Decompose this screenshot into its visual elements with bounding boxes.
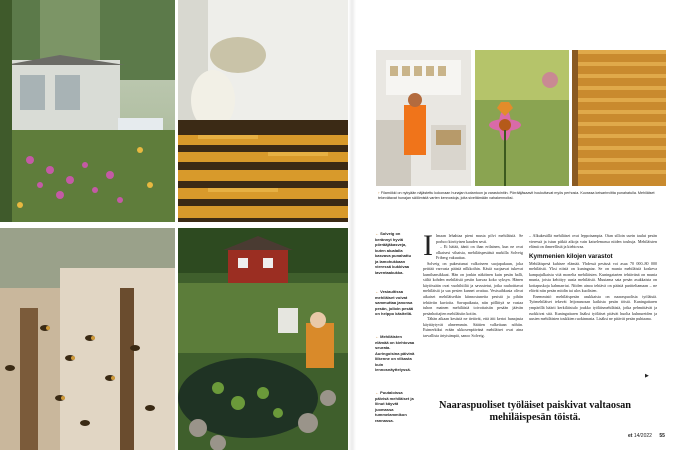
caption-text: Mehiläisten elämää on kiehtovaa seurata. Auringoisina päivinä liikenne on vilkasta kuin lennosnäyttelyssä. <box>375 334 415 372</box>
sidebar-caption-4 <box>375 390 415 423</box>
honey-room-photo <box>376 50 471 186</box>
photo-caption-top <box>378 191 666 201</box>
body-paragraph: Mehiläispesä kuhisee elämää. Yhdessä pesässä voi asua 70 000–80 000 mehiläistä. Yksi niistä on kuningatar. Se on munia mehiläisiä koskeva kampajulkaistu viiä monelta mehiläisten. Kuningatarten tehtävänä on munia munia, joista kehittyy uusia mehiläisiä. Muutama sata pesän asukkaista on kotiapuskoja kahmarriat. Niiden ainoa tehtävä on pääsiä paritteltamaan – ne elävät niin pesän mitdin tai ulos kuolisien. <box>529 260 657 294</box>
page-gutter <box>348 0 356 450</box>
bees-closeup-photo <box>0 228 175 450</box>
sidebar-caption-1 <box>375 231 415 275</box>
body-paragraph: Solveig on pukeutunut valkoiseen suojapukuun, joka peittää varvasta päästä nilkkoihin. Käsiä suojaavat tukevat kumihansikkaat. Hän on jonkin näköinen kuin pesän halli, siiltä kohden mehiläisiä pesiin kasvaa koko syksyn. Hänen käytössään ovat vuohihiiliä ja savustetut, jotka rauhoittavat mehiläisiä ja saa pesien kannet avattua. Vesisuihkusta olivat aikaiset mehiläisetkin kiinnostuneita pesistä ja pihiin tehtäviin kuvioita. Savupaikasta, niin pöllittyä se vastaa tuhon mainen mehiläisiä toivottaisiin pesään jäävän pesänhoitajien mehiläisiin kotiin. <box>423 260 523 316</box>
caption-text: Filamökki on nykyään näjästettu kokonaan hunajan tuotantoon ja varastointiin. Pörrääjäsaavit houkuttavat myös perhosia. Kuvassa keisarinviitta punahatulla. Mehiläiset tekevätavat hunajan säilömistä varten kennostoja, joita siveltämään vahakennoiksi. <box>378 191 655 201</box>
pull-quote: Naaraspuoliset työläiset paiskivat valtaosan mehiläispesän töistä. <box>439 400 631 423</box>
body-paragraph: – Ei hätää, äänit on ihan erilainen, kun ne ovat olkaisesi vihaisia, mehiläispesääsä nurkilla Solveig Friberg vakuuttaa. <box>436 244 523 261</box>
magazine-logo: et <box>628 433 633 439</box>
caption-arrow: ← <box>375 334 379 339</box>
caption-text: Vesiaultissa mehiläiset voivat sammuttaa janonsa pesän, jolloin pesää on helppo käsitellä. <box>375 289 414 316</box>
body-paragraph: – Alkukesällä mehiläiset ovat leppoisampia. Otan silloin usein taulut pesän vieressä ja istun pitkiä aikoja vain katselemassa niiden touhuja. Mehiläisten elämä on ihmeellistä ja kiehtovaa. <box>529 233 657 250</box>
sidebar-caption-3 <box>375 334 415 373</box>
caption-arrow: ← <box>375 390 379 395</box>
lead-text: lmaan lehahtaa pieni musta pilvi mehiläisiä. Se porhoo kirrityisen kauden sesti. <box>436 233 523 244</box>
page-number: 55 <box>659 433 665 439</box>
end-marker-icon: ▶ <box>645 374 649 379</box>
article-column-2 <box>529 233 657 322</box>
subheading: Kymmenien kilojen varastot <box>529 252 613 260</box>
folio <box>628 433 665 439</box>
issue-number: 14/2022 <box>633 433 652 439</box>
honeycomb-photo <box>572 50 666 186</box>
drop-cap: I <box>423 229 433 262</box>
garden-photo <box>0 0 175 222</box>
article-column-1 <box>423 229 523 338</box>
sidebar-caption-2 <box>375 289 415 317</box>
caption-arrow: ← <box>375 289 379 294</box>
caption-text: Puutaloissa päivisä mehiläiset ja liinut käyvät juomassa tummelammikon rannassa. <box>375 390 414 423</box>
pond-house-photo <box>178 228 348 450</box>
caption-arrow: ↑ <box>378 191 380 195</box>
body-paragraph: Enemmistö mehiläispesän asukkaista on naaraspuolisia työläisiä. Työmehiläiset tekevät leijonanosan kaikista pesän töistä. Kuningattaren ympärillä häärii kerkiläistulo joukko työläismehiläisiä, jotka pehmittävät ja ruokkivat sitä. Kuningattaren lisäksi työläiset pitävät huolta kuhnureiden ja uusien mehiläisten toukkien ruokinnasta. Lisäksi ne pitävät pesän puhtaana. <box>529 293 657 322</box>
caption-arrow: ← <box>375 231 379 236</box>
butterfly-flower-photo <box>475 50 569 186</box>
body-paragraph: Tähän aikaan kesästä ne tietävät, että äiti kertoi hunajasta käyttäytyvät ahneemmin. Säätien valkeitaan nöhiin. Esimerkiksi erään ukkosenpäivänä mehiläiset ovat aina tarvallista ärtyisämpiä, sanoo Solveig. <box>423 316 523 338</box>
beekeeper-frames-photo <box>178 0 348 222</box>
caption-text: Solveig on kerännyt hyviä pörrääjäkasveja, kuten alualalla kasvava punahattu ja lamohukkaan vieressä kukkivaa laventaakukka. <box>375 231 412 275</box>
